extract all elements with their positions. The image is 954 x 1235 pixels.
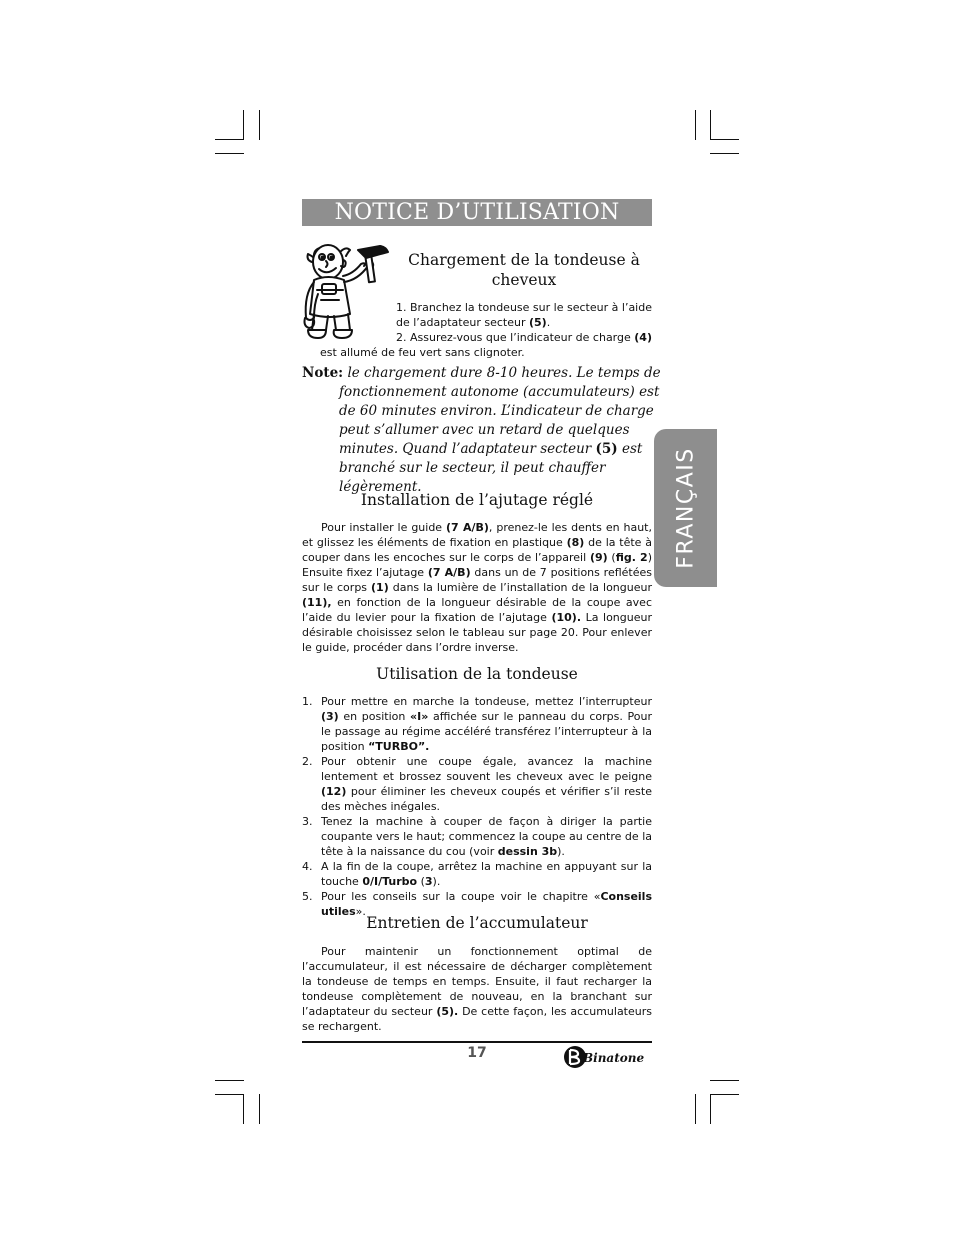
language-tab-label: FRANÇAIS xyxy=(673,447,698,569)
maintenance-ref: (5). xyxy=(436,1005,459,1018)
charging-step-1 xyxy=(396,300,652,330)
installation-text: Pour installer le guide xyxy=(321,521,447,534)
crop-mark xyxy=(215,1094,244,1095)
list-item-number: 5. xyxy=(302,890,313,903)
installation-text: La longueur désirable choisissez selon le tableau sur page 20. Pour enlever le guide, procéder dans l’ordre inverse. xyxy=(302,611,652,654)
list-item-ref: (3) xyxy=(321,710,339,723)
section-heading-charging: Chargement de la tondeuse à cheveux xyxy=(408,251,640,289)
installation-text: ) Ensuite fixez l’ajutage xyxy=(302,551,652,579)
charging-step-1-ref: (5) xyxy=(529,316,547,329)
crop-mark xyxy=(259,1094,260,1124)
crop-mark xyxy=(710,1094,739,1095)
list-item-text: A la fin de la coupe, arrêtez la machine en appuyant sur la touche xyxy=(321,860,652,888)
installation-text: en fonction de la longueur désirable de la coupe avec l’aide du levier pour la fixation de l’ajutage xyxy=(302,596,652,624)
list-item-text: Pour mettre en marche la tondeuse, mettez l’interrupteur xyxy=(321,695,652,708)
list-item-text: ). xyxy=(432,875,441,888)
section-heading-installation: Installation de l’ajutage réglé xyxy=(360,491,594,509)
list-item xyxy=(302,859,652,889)
crop-mark xyxy=(215,139,244,140)
list-item-ref: dessin 3b xyxy=(497,845,558,858)
crop-mark xyxy=(710,1080,739,1081)
installation-paragraph xyxy=(302,520,652,655)
note-text: le chargement dure 8-10 heures. Le temps de fonctionnement autonome (accumulateurs) est de 60 minutes environ. L’indicateur de charge peut s’allumer avec un retard de quelques minutes. Quand l’adaptateur secteur xyxy=(339,365,661,457)
list-item-ref: Conseils utiles xyxy=(321,890,652,918)
list-item xyxy=(302,754,652,814)
installation-ref: (9) xyxy=(589,551,608,564)
charging-step-1-end: . xyxy=(546,316,551,329)
note-label: Note: xyxy=(302,365,344,381)
charging-step-1-text: 1. Branchez la tondeuse sur le secteur à l’aide de l’adaptateur secteur xyxy=(396,301,652,329)
section-heading-maintenance: Entretien de l’accumulateur xyxy=(366,914,588,932)
note-ref: (5) xyxy=(595,441,618,457)
installation-ref: (1) xyxy=(371,581,389,594)
list-item-number: 1. xyxy=(302,695,313,708)
list-item-ref: 0/I/Turbo xyxy=(362,875,418,888)
list-item-ref: “TURBO”. xyxy=(368,740,430,753)
brand-name: Binatone xyxy=(583,1051,645,1065)
crop-mark xyxy=(710,110,711,140)
installation-text: de la tête à couper dans les encoches sur le corps de l’appareil xyxy=(302,536,652,564)
crop-mark xyxy=(215,153,244,154)
note-text-end: est branché sur le secteur, il peut chauffer légèrement. xyxy=(339,441,643,495)
crop-mark xyxy=(710,153,739,154)
list-item-text: ). xyxy=(557,845,565,858)
charging-step-2-end: est allumé de feu vert sans clignoter. xyxy=(320,346,525,359)
installation-text: dans un de 7 positions reflétées sur le corps xyxy=(302,566,652,594)
section-heading-usage: Utilisation de la tondeuse xyxy=(376,665,578,683)
list-item-text: Pour les conseils sur la coupe voir le chapitre « xyxy=(321,890,601,903)
crop-mark xyxy=(259,110,260,140)
charging-step-2-text: 2. Assurez-vous que l’indicateur de charge xyxy=(396,331,635,344)
charging-step-2-ref: (4) xyxy=(634,331,652,344)
list-item-text: ( xyxy=(417,875,425,888)
usage-list xyxy=(302,694,652,919)
list-item-text: pour éliminer les cheveux coupés et vérifier s’il reste des mèches inégales. xyxy=(321,785,652,813)
list-item xyxy=(302,814,652,859)
installation-text: ( xyxy=(607,551,616,564)
list-item-text: affichée sur le panneau du corps. Pour le passage au régime accéléré transférez l’interrupteur à la position xyxy=(321,710,652,753)
list-item xyxy=(302,694,652,754)
installation-ref: (10). xyxy=(551,611,581,624)
crop-mark xyxy=(695,1094,696,1124)
installation-ref: fig. 2 xyxy=(615,551,648,564)
installation-text: , prenez-le les dents en haut, et glissez les éléments de fixation en plastique xyxy=(302,521,652,549)
list-item-text: en position xyxy=(338,710,411,723)
list-item-text: ». xyxy=(355,905,366,918)
list-item-ref: 3 xyxy=(424,875,433,888)
maintenance-text: Pour maintenir un fonctionnement optimal de l’accumulateur, il est nécessaire de décharger complètement la tondeuse de temps en temps. Ensuite, il faut recharger la tondeuse complètement de nouveau, en la branchant sur l’adaptateur du secteur xyxy=(302,945,652,1018)
list-item-ref: «I» xyxy=(410,710,429,723)
maintenance-paragraph xyxy=(302,944,652,1034)
crop-mark xyxy=(710,1094,711,1124)
list-item-ref: (12) xyxy=(321,785,347,798)
installation-ref: (8) xyxy=(566,536,585,549)
crop-mark xyxy=(243,1094,244,1124)
page-number: 17 xyxy=(467,1045,487,1061)
list-item-text: Pour obtenir une coupe égale, avancez la machine lentement et brossez souvent les cheveux avec le peigne xyxy=(321,755,652,783)
charging-note xyxy=(302,364,675,497)
maintenance-text: De cette façon, les accumulateurs se rechargent. xyxy=(302,1005,652,1033)
list-item-text: Tenez la machine à couper de façon à diriger la partie coupante vers le haut; commencez la coupe au centre de la tête à la naissance du cou (voir xyxy=(321,815,652,858)
installation-text: dans la lumière de l’installation de la longueur xyxy=(388,581,652,594)
installation-ref: (11), xyxy=(302,596,332,609)
crop-mark xyxy=(215,1080,244,1081)
installation-ref: (7 A/B) xyxy=(446,521,489,534)
title-bar xyxy=(302,199,652,226)
list-item-number: 2. xyxy=(302,755,313,768)
installation-ref: (7 A/B) xyxy=(427,566,471,579)
list-item-number: 3. xyxy=(302,815,313,828)
charging-step-2 xyxy=(320,330,652,360)
crop-mark xyxy=(710,139,739,140)
page-title: NOTICE D’UTILISATION xyxy=(334,200,620,225)
crop-mark xyxy=(695,110,696,140)
list-item-number: 4. xyxy=(302,860,313,873)
crop-mark xyxy=(243,110,244,140)
